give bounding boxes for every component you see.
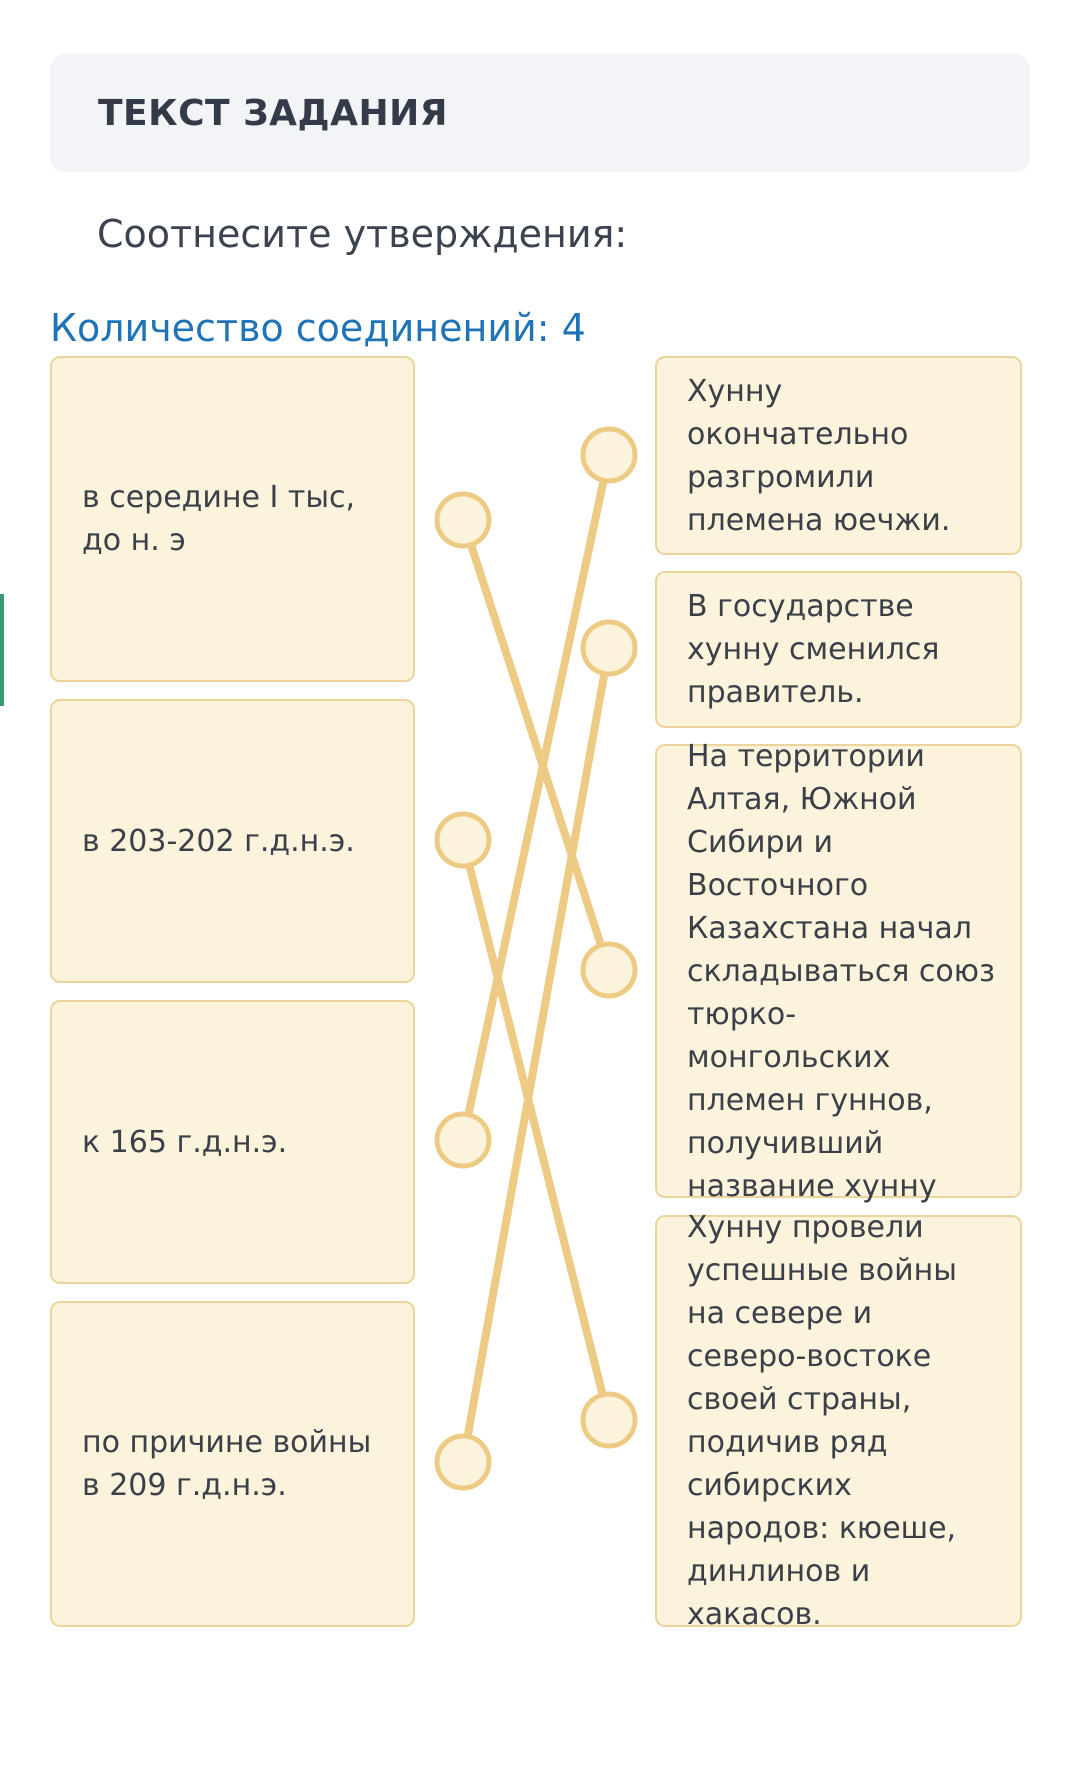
connection-line-4 [463,648,609,1462]
right-item-1[interactable] [655,356,1022,555]
task-instruction: Соотнесите утверждения: [97,212,628,256]
connection-line-3 [463,455,609,1140]
left-item-label: в 203-202 г.д.н.э. [82,823,355,859]
left-item-label: по причине войны в 209 г.д.н.э. [82,1425,372,1503]
right-connector-handle-2[interactable] [583,622,635,674]
left-item-label: к 165 г.д.н.э. [82,1124,288,1160]
left-connector-handle-1[interactable] [437,494,489,546]
task-header-title: ТЕКСТ ЗАДАНИЯ [98,92,448,134]
connection-line-group [463,455,609,1462]
right-item-label: Хунну окончательно разгромили племена юечжи. [687,373,951,538]
right-item-2[interactable] [655,571,1022,728]
left-connector-handle-4[interactable] [437,1436,489,1488]
left-item-4[interactable] [50,1301,415,1627]
left-connector-handle-3[interactable] [437,1114,489,1166]
right-item-3[interactable] [655,738,1022,1204]
connection-line-1 [463,520,609,970]
task-header [50,54,1030,172]
right-item-4[interactable] [655,1210,1022,1632]
left-item-2[interactable] [50,699,415,983]
connection-handle-group [437,429,635,1488]
connection-line-2 [463,840,609,1420]
right-item-label: Хунну провели успешные войны на севере и северо-востоке своей страны, подичив ряд сибирских народов: кюеше, динлинов и хакасов. [687,1210,957,1632]
right-item-label: В государстве хунну сменился правитель. [687,589,940,710]
left-item-3[interactable] [50,1000,415,1284]
right-connector-handle-3[interactable] [583,944,635,996]
side-accent-bar [0,594,4,706]
left-item-label: в середине I тыс, до н. э [82,480,356,558]
connections-count: Количество соединений: 4 [50,306,586,350]
left-item-1[interactable] [50,356,415,682]
right-item-label: На территории Алтая, Южной Сибири и Восточного Казахстана начал складываться союз тюрко-монгольских племен гуннов, получивший название хунну [687,738,995,1204]
right-connector-handle-4[interactable] [583,1394,635,1446]
left-connector-handle-2[interactable] [437,814,489,866]
right-connector-handle-1[interactable] [583,429,635,481]
